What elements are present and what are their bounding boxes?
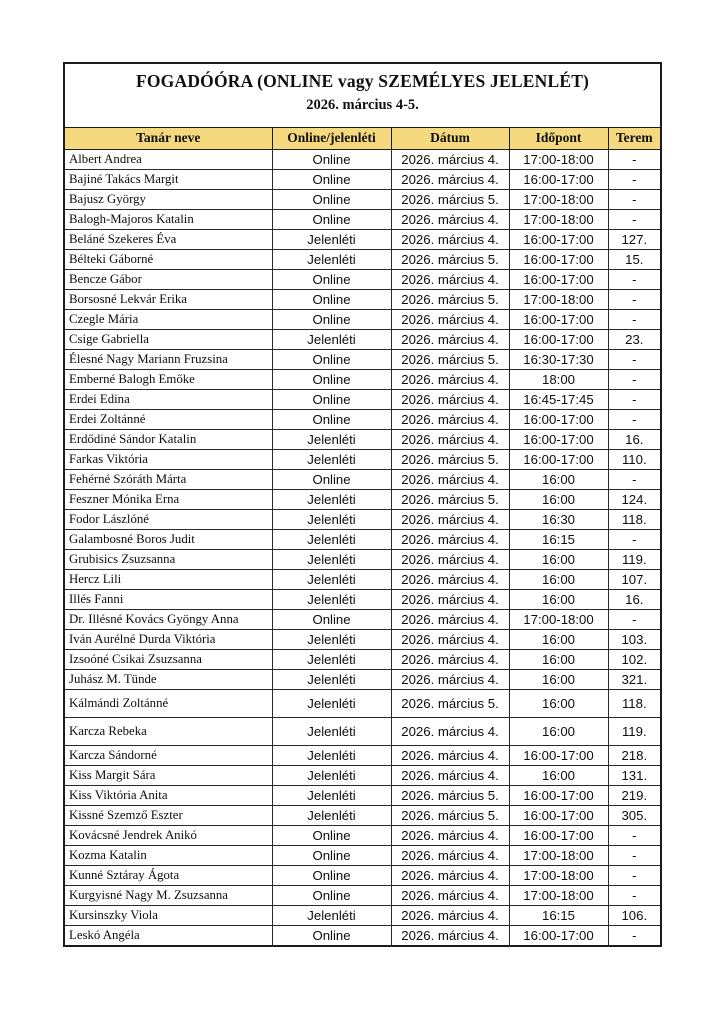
- room-cell: 219.: [608, 785, 661, 805]
- date-cell: 2026. március 4.: [391, 329, 509, 349]
- teacher-name-cell: Kálmándi Zoltánné: [64, 689, 272, 717]
- table-row: [64, 569, 661, 589]
- table-row: [64, 689, 661, 717]
- table-row: [64, 229, 661, 249]
- table-row: [64, 469, 661, 489]
- table-row: [64, 209, 661, 229]
- mode-cell: Online: [272, 469, 391, 489]
- room-cell: 102.: [608, 649, 661, 669]
- room-cell: 321.: [608, 669, 661, 689]
- table-row: [64, 429, 661, 449]
- time-cell: 16:30: [509, 509, 608, 529]
- teacher-name-cell: Kurgyisné Nagy M. Zsuzsanna: [64, 885, 272, 905]
- consultation-schedule-table: [63, 62, 662, 947]
- room-cell: -: [608, 269, 661, 289]
- table-row: [64, 825, 661, 845]
- mode-cell: Online: [272, 389, 391, 409]
- table-row: [64, 885, 661, 905]
- teacher-name-cell: Erdődiné Sándor Katalin: [64, 429, 272, 449]
- table-row: [64, 609, 661, 629]
- teacher-name-cell: Izsoóné Csikai Zsuzsanna: [64, 649, 272, 669]
- mode-cell: Online: [272, 189, 391, 209]
- mode-cell: Jelenléti: [272, 669, 391, 689]
- mode-cell: Online: [272, 845, 391, 865]
- room-cell: 124.: [608, 489, 661, 509]
- mode-cell: Jelenléti: [272, 649, 391, 669]
- table-row: [64, 925, 661, 946]
- teacher-name-cell: Kiss Viktória Anita: [64, 785, 272, 805]
- time-cell: 16:30-17:30: [509, 349, 608, 369]
- date-cell: 2026. március 4.: [391, 369, 509, 389]
- mode-cell: Jelenléti: [272, 689, 391, 717]
- mode-cell: Jelenléti: [272, 249, 391, 269]
- teacher-name-cell: Balogh-Majoros Katalin: [64, 209, 272, 229]
- time-cell: 16:00: [509, 469, 608, 489]
- teacher-name-cell: Albert Andrea: [64, 149, 272, 169]
- teacher-name-cell: Farkas Viktória: [64, 449, 272, 469]
- room-cell: 131.: [608, 765, 661, 785]
- room-cell: -: [608, 925, 661, 946]
- time-cell: 16:15: [509, 905, 608, 925]
- mode-cell: Jelenléti: [272, 429, 391, 449]
- table-row: [64, 905, 661, 925]
- time-cell: 17:00-18:00: [509, 865, 608, 885]
- time-cell: 16:00: [509, 589, 608, 609]
- table-row: [64, 249, 661, 269]
- mode-cell: Jelenléti: [272, 549, 391, 569]
- teacher-name-cell: Kozma Katalin: [64, 845, 272, 865]
- time-cell: 16:00: [509, 765, 608, 785]
- mode-cell: Jelenléti: [272, 717, 391, 745]
- mode-cell: Online: [272, 209, 391, 229]
- room-cell: -: [608, 389, 661, 409]
- table-row: [64, 529, 661, 549]
- room-cell: 106.: [608, 905, 661, 925]
- date-cell: 2026. március 4.: [391, 745, 509, 765]
- table-row: [64, 289, 661, 309]
- teacher-name-cell: Fodor Lászlóné: [64, 509, 272, 529]
- table-row: [64, 845, 661, 865]
- table-row: [64, 629, 661, 649]
- date-cell: 2026. március 4.: [391, 885, 509, 905]
- teacher-name-cell: Karcza Rebeka: [64, 717, 272, 745]
- date-cell: 2026. március 4.: [391, 845, 509, 865]
- table-row: [64, 509, 661, 529]
- date-cell: 2026. március 5.: [391, 689, 509, 717]
- table-row: [64, 717, 661, 745]
- date-cell: 2026. március 5.: [391, 805, 509, 825]
- table-row: [64, 549, 661, 569]
- teacher-name-cell: Galambosné Boros Judit: [64, 529, 272, 549]
- mode-cell: Online: [272, 865, 391, 885]
- teacher-name-cell: Borsosné Lekvár Erika: [64, 289, 272, 309]
- teacher-name-cell: Bajusz György: [64, 189, 272, 209]
- teacher-name-cell: Bélteki Gáborné: [64, 249, 272, 269]
- room-cell: 127.: [608, 229, 661, 249]
- teacher-name-cell: Emberné Balogh Emőke: [64, 369, 272, 389]
- room-cell: -: [608, 865, 661, 885]
- time-cell: 16:00-17:00: [509, 429, 608, 449]
- room-cell: -: [608, 885, 661, 905]
- column-header-date: Dátum: [391, 127, 509, 149]
- teacher-name-cell: Dr. Illésné Kovács Gyöngy Anna: [64, 609, 272, 629]
- teacher-name-cell: Illés Fanni: [64, 589, 272, 609]
- date-cell: 2026. március 4.: [391, 549, 509, 569]
- time-cell: 16:00: [509, 629, 608, 649]
- table-row: [64, 349, 661, 369]
- room-cell: 118.: [608, 509, 661, 529]
- room-cell: -: [608, 349, 661, 369]
- header-row: [64, 127, 661, 149]
- time-cell: 16:00-17:00: [509, 785, 608, 805]
- table-row: [64, 805, 661, 825]
- mode-cell: Jelenléti: [272, 629, 391, 649]
- time-cell: 17:00-18:00: [509, 189, 608, 209]
- teacher-name-cell: Kursinszky Viola: [64, 905, 272, 925]
- room-cell: -: [608, 369, 661, 389]
- room-cell: 305.: [608, 805, 661, 825]
- table-row: [64, 309, 661, 329]
- table-row: [64, 785, 661, 805]
- mode-cell: Jelenléti: [272, 805, 391, 825]
- teacher-name-cell: Czegle Mária: [64, 309, 272, 329]
- table-row: [64, 489, 661, 509]
- mode-cell: Jelenléti: [272, 509, 391, 529]
- time-cell: 16:00: [509, 649, 608, 669]
- teacher-name-cell: Karcza Sándorné: [64, 745, 272, 765]
- date-cell: 2026. március 4.: [391, 589, 509, 609]
- mode-cell: Jelenléti: [272, 449, 391, 469]
- teacher-name-cell: Élesné Nagy Mariann Fruzsina: [64, 349, 272, 369]
- time-cell: 16:00-17:00: [509, 745, 608, 765]
- mode-cell: Online: [272, 409, 391, 429]
- table-row: [64, 669, 661, 689]
- date-cell: 2026. március 4.: [391, 169, 509, 189]
- table-row: [64, 329, 661, 349]
- date-cell: 2026. március 5.: [391, 189, 509, 209]
- room-cell: -: [608, 209, 661, 229]
- time-cell: 17:00-18:00: [509, 845, 608, 865]
- teacher-name-cell: Fehérné Szóráth Márta: [64, 469, 272, 489]
- room-cell: 23.: [608, 329, 661, 349]
- room-cell: -: [608, 169, 661, 189]
- date-cell: 2026. március 4.: [391, 609, 509, 629]
- time-cell: 16:00-17:00: [509, 249, 608, 269]
- teacher-name-cell: Hercz Lili: [64, 569, 272, 589]
- time-cell: 18:00: [509, 369, 608, 389]
- mode-cell: Jelenléti: [272, 905, 391, 925]
- table-row: [64, 745, 661, 765]
- teacher-name-cell: Grubisics Zsuzsanna: [64, 549, 272, 569]
- date-cell: 2026. március 4.: [391, 429, 509, 449]
- room-cell: -: [608, 409, 661, 429]
- room-cell: 103.: [608, 629, 661, 649]
- room-cell: 119.: [608, 549, 661, 569]
- table-row: [64, 169, 661, 189]
- column-header-teacher-name: Tanár neve: [64, 127, 272, 149]
- room-cell: -: [608, 609, 661, 629]
- mode-cell: Online: [272, 169, 391, 189]
- mode-cell: Online: [272, 349, 391, 369]
- time-cell: 17:00-18:00: [509, 289, 608, 309]
- time-cell: 16:00-17:00: [509, 825, 608, 845]
- date-cell: 2026. március 5.: [391, 489, 509, 509]
- date-cell: 2026. március 4.: [391, 269, 509, 289]
- teacher-name-cell: Erdei Edina: [64, 389, 272, 409]
- table-row: [64, 449, 661, 469]
- time-cell: 16:00-17:00: [509, 169, 608, 189]
- table-row: [64, 765, 661, 785]
- room-cell: -: [608, 469, 661, 489]
- date-cell: 2026. március 5.: [391, 249, 509, 269]
- mode-cell: Jelenléti: [272, 785, 391, 805]
- date-cell: 2026. március 4.: [391, 529, 509, 549]
- time-cell: 16:00: [509, 569, 608, 589]
- mode-cell: Online: [272, 885, 391, 905]
- room-cell: 118.: [608, 689, 661, 717]
- time-cell: 16:00: [509, 549, 608, 569]
- room-cell: -: [608, 189, 661, 209]
- mode-cell: Jelenléti: [272, 229, 391, 249]
- table-row: [64, 149, 661, 169]
- room-cell: -: [608, 309, 661, 329]
- teacher-name-cell: Iván Aurélné Durda Viktória: [64, 629, 272, 649]
- time-cell: 16:00-17:00: [509, 269, 608, 289]
- date-cell: 2026. március 5.: [391, 449, 509, 469]
- table-row: [64, 269, 661, 289]
- table-row: [64, 189, 661, 209]
- date-cell: 2026. március 5.: [391, 785, 509, 805]
- table-row: [64, 865, 661, 885]
- date-cell: 2026. március 4.: [391, 409, 509, 429]
- time-cell: 16:00-17:00: [509, 805, 608, 825]
- mode-cell: Online: [272, 149, 391, 169]
- column-header-room: Terem: [608, 127, 661, 149]
- time-cell: 16:00: [509, 717, 608, 745]
- table-body: [64, 149, 661, 946]
- page-subtitle: 2026. március 4-5.: [306, 96, 419, 113]
- time-cell: 16:00-17:00: [509, 925, 608, 946]
- date-cell: 2026. március 4.: [391, 905, 509, 925]
- room-cell: 110.: [608, 449, 661, 469]
- mode-cell: Online: [272, 925, 391, 946]
- mode-cell: Online: [272, 609, 391, 629]
- column-header-time: Időpont: [509, 127, 608, 149]
- date-cell: 2026. március 4.: [391, 469, 509, 489]
- date-cell: 2026. március 4.: [391, 765, 509, 785]
- mode-cell: Jelenléti: [272, 489, 391, 509]
- teacher-name-cell: Kissné Szemző Eszter: [64, 805, 272, 825]
- room-cell: 119.: [608, 717, 661, 745]
- room-cell: -: [608, 845, 661, 865]
- mode-cell: Jelenléti: [272, 589, 391, 609]
- teacher-name-cell: Bajiné Takács Margit: [64, 169, 272, 189]
- date-cell: 2026. március 4.: [391, 649, 509, 669]
- time-cell: 16:00-17:00: [509, 309, 608, 329]
- date-cell: 2026. március 4.: [391, 389, 509, 409]
- time-cell: 16:00: [509, 489, 608, 509]
- time-cell: 16:00-17:00: [509, 449, 608, 469]
- mode-cell: Online: [272, 289, 391, 309]
- teacher-name-cell: Kunné Sztáray Ágota: [64, 865, 272, 885]
- date-cell: 2026. március 4.: [391, 569, 509, 589]
- time-cell: 16:00-17:00: [509, 229, 608, 249]
- room-cell: -: [608, 149, 661, 169]
- date-cell: 2026. március 4.: [391, 717, 509, 745]
- time-cell: 17:00-18:00: [509, 885, 608, 905]
- teacher-name-cell: Kovácsné Jendrek Anikó: [64, 825, 272, 845]
- time-cell: 17:00-18:00: [509, 149, 608, 169]
- date-cell: 2026. március 4.: [391, 229, 509, 249]
- mode-cell: Online: [272, 369, 391, 389]
- mode-cell: Jelenléti: [272, 765, 391, 785]
- time-cell: 16:45-17:45: [509, 389, 608, 409]
- teacher-name-cell: Feszner Mónika Erna: [64, 489, 272, 509]
- date-cell: 2026. március 4.: [391, 865, 509, 885]
- date-cell: 2026. március 4.: [391, 309, 509, 329]
- date-cell: 2026. március 4.: [391, 669, 509, 689]
- title-block: [64, 63, 661, 127]
- mode-cell: Jelenléti: [272, 745, 391, 765]
- title-row: [64, 63, 661, 127]
- date-cell: 2026. március 5.: [391, 289, 509, 309]
- room-cell: 16.: [608, 589, 661, 609]
- time-cell: 17:00-18:00: [509, 209, 608, 229]
- time-cell: 17:00-18:00: [509, 609, 608, 629]
- mode-cell: Jelenléti: [272, 329, 391, 349]
- table-row: [64, 369, 661, 389]
- room-cell: 218.: [608, 745, 661, 765]
- teacher-name-cell: Bencze Gábor: [64, 269, 272, 289]
- table-row: [64, 409, 661, 429]
- page-title: FOGADÓÓRA (ONLINE vagy SZEMÉLYES JELENLÉT): [135, 71, 590, 91]
- time-cell: 16:00: [509, 689, 608, 717]
- time-cell: 16:15: [509, 529, 608, 549]
- teacher-name-cell: Beláné Szekeres Éva: [64, 229, 272, 249]
- time-cell: 16:00: [509, 669, 608, 689]
- room-cell: -: [608, 289, 661, 309]
- table-row: [64, 649, 661, 669]
- room-cell: 15.: [608, 249, 661, 269]
- room-cell: 107.: [608, 569, 661, 589]
- date-cell: 2026. március 5.: [391, 349, 509, 369]
- time-cell: 16:00-17:00: [509, 409, 608, 429]
- mode-cell: Online: [272, 309, 391, 329]
- teacher-name-cell: Erdei Zoltánné: [64, 409, 272, 429]
- table-row: [64, 589, 661, 609]
- table-row: [64, 389, 661, 409]
- date-cell: 2026. március 4.: [391, 629, 509, 649]
- mode-cell: Online: [272, 825, 391, 845]
- date-cell: 2026. március 4.: [391, 149, 509, 169]
- date-cell: 2026. március 4.: [391, 509, 509, 529]
- date-cell: 2026. március 4.: [391, 825, 509, 845]
- column-header-mode: Online/jelenléti: [272, 127, 391, 149]
- teacher-name-cell: Kiss Margit Sára: [64, 765, 272, 785]
- teacher-name-cell: Leskó Angéla: [64, 925, 272, 946]
- room-cell: 16.: [608, 429, 661, 449]
- mode-cell: Jelenléti: [272, 569, 391, 589]
- mode-cell: Jelenléti: [272, 529, 391, 549]
- teacher-name-cell: Juhász M. Tünde: [64, 669, 272, 689]
- date-cell: 2026. március 4.: [391, 925, 509, 946]
- date-cell: 2026. március 4.: [391, 209, 509, 229]
- room-cell: -: [608, 825, 661, 845]
- teacher-name-cell: Csige Gabriella: [64, 329, 272, 349]
- time-cell: 16:00-17:00: [509, 329, 608, 349]
- room-cell: -: [608, 529, 661, 549]
- mode-cell: Online: [272, 269, 391, 289]
